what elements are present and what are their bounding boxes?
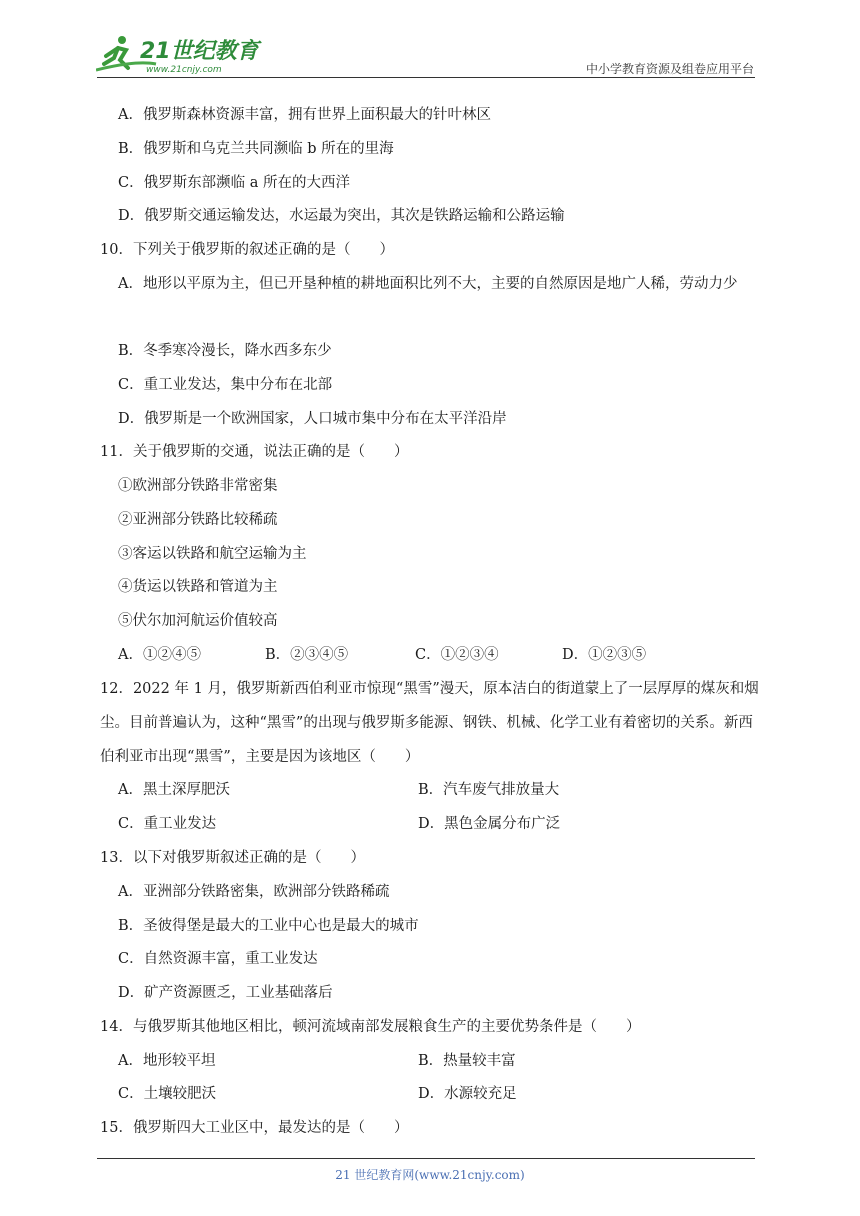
- q10-stem: 10．下列关于俄罗斯的叙述正确的是（ ）: [100, 242, 394, 258]
- q13-option-b: B．圣彼得堡是最大的工业中心也是最大的城市: [118, 918, 419, 934]
- q11-item-5: ⑤伏尔加河航运价值较高: [118, 613, 278, 629]
- q12-option-c: C．重工业发达: [118, 816, 217, 832]
- q10-option-d: D．俄罗斯是一个欧洲国家，人口城市集中分布在太平洋沿岸: [118, 411, 507, 427]
- q10-option-b: B．冬季寒冷漫长，降水西多东少: [118, 343, 332, 359]
- q14-option-a: A．地形较平坦: [118, 1053, 216, 1069]
- q9-option-b: B．俄罗斯和乌克兰共同濒临 b 所在的里海: [118, 141, 394, 157]
- page-header: [0, 0, 860, 80]
- q13-option-d: D．矿产资源匮乏，工业基础落后: [118, 985, 333, 1001]
- q13-stem: 13．以下对俄罗斯叙述正确的是（ ）: [100, 850, 365, 866]
- q9-option-c: C．俄罗斯东部濒临 a 所在的大西洋: [118, 175, 350, 191]
- q12-option-b: B．汽车废气排放量大: [418, 782, 560, 798]
- q12-stem: 12．2022 年 1 月，俄罗斯新西伯利亚市惊现“黑雪”漫天，原本洁白的街道蒙上了一层厚厚的煤灰和烟尘。目前普遍认为，这种“黑雪”的出现与俄罗斯多能源、钢铁、机械、化学工业有着密切的关系。新西伯利亚市出现“黑雪”，主要是因为该地区（ ）: [100, 681, 759, 765]
- q11-item-4: ④货运以铁路和管道为主: [118, 579, 278, 595]
- q14-option-b: B．热量较丰富: [418, 1053, 516, 1069]
- q11-item-1: ①欧洲部分铁路非常密集: [118, 478, 278, 494]
- q12-option-a: A．黑土深厚肥沃: [118, 782, 230, 798]
- q15-stem: 15．俄罗斯四大工业区中，最发达的是（ ）: [100, 1120, 409, 1136]
- q9-option-a: A．俄罗斯森林资源丰富，拥有世界上面积最大的针叶林区: [118, 107, 491, 123]
- q9-option-d: D．俄罗斯交通运输发达，水运最为突出，其次是铁路运输和公路运输: [118, 208, 565, 224]
- q11-option-a: A．①②④⑤: [118, 647, 201, 663]
- q11-option-b: B．②③④⑤: [265, 647, 349, 663]
- q12-option-d: D．黑色金属分布广泛: [418, 816, 561, 832]
- q14-option-d: D．水源较充足: [418, 1086, 517, 1102]
- logo: [96, 34, 266, 78]
- q11-stem: 11．关于俄罗斯的交通，说法正确的是（ ）: [100, 444, 409, 460]
- header-divider: [97, 77, 755, 78]
- q11-item-2: ②亚洲部分铁路比较稀疏: [118, 512, 278, 528]
- svg-text:21世纪教育: 21世纪教育: [140, 39, 259, 64]
- q10-option-a: A．地形以平原为主，但已开垦种植的耕地面积比列不大，主要的自然原因是地广人稀，劳动力少: [118, 276, 738, 292]
- svg-text:www.21cnjy.com: www.21cnjy.com: [146, 65, 222, 75]
- footer-divider: [97, 1158, 755, 1159]
- q11-option-c: C．①②③④: [415, 647, 499, 663]
- q13-option-a: A．亚洲部分铁路密集，欧洲部分铁路稀疏: [118, 884, 390, 900]
- q11-item-3: ③客运以铁路和航空运输为主: [118, 546, 307, 562]
- q14-option-c: C．土壤较肥沃: [118, 1086, 217, 1102]
- q10-option-c: C．重工业发达，集中分布在北部: [118, 377, 333, 393]
- q11-option-d: D．①②③⑤: [562, 647, 647, 663]
- q13-option-c: C．自然资源丰富，重工业发达: [118, 951, 318, 967]
- platform-name: 中小学教育资源及组卷应用平台: [585, 62, 754, 76]
- q14-stem: 14．与俄罗斯其他地区相比，顿河流域南部发展粮食生产的主要优势条件是（ ）: [100, 1019, 641, 1035]
- footer-source[interactable]: 21 世纪教育网(www.21cnjy.com): [335, 1168, 525, 1182]
